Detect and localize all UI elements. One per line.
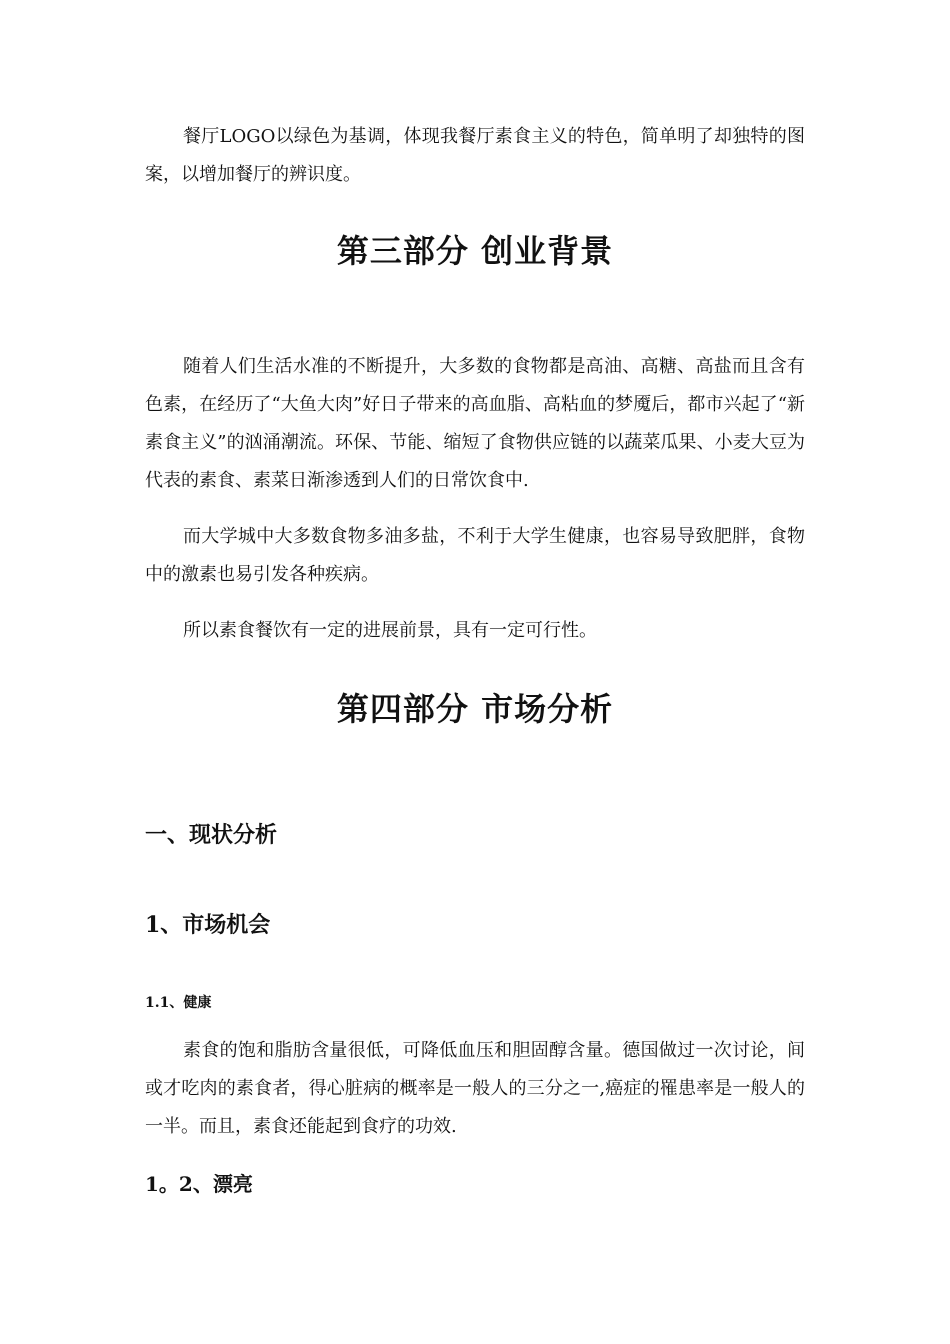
heading-part-three: 第三部分 创业背景 [336,232,614,270]
heading-beauty: 1。2、漂亮 [145,1172,253,1196]
paragraph-background-2: 而大学城中大多数食物多油多盐，不利于大学生健康，也容易导致肥胖，食物中的激素也易引发各种疾病。 [145,526,805,585]
heading-market-opportunity: 1、市场机会 [145,912,271,938]
paragraph-logo-description: 餐厅LOGO以绿色为基调，体现我餐厅素食主义的特色，简单明了却独特的图案，以增加餐厅的辨识度。 [145,126,805,185]
heading-current-analysis: 一、现状分析 [145,822,278,848]
paragraph-health: 素食的饱和脂肪含量很低，可降低血压和胆固醇含量。德国做过一次讨论，间或才吃肉的素食者，得心脏病的概率是一般人的三分之一,癌症的罹患率是一般人的一半。而且，素食还能起到食疗的功效. [145,1040,805,1137]
paragraph-background-1: 随着人们生活水准的不断提升，大多数的食物都是高油、高糖、高盐而且含有色素，在经历了“大鱼大肉”好日子带来的高血脂、高粘血的梦魇后，都市兴起了“新素食主义”的汹涌潮流。环保、节能、缩短了食物供应链的以蔬菜瓜果、小麦大豆为代表的素食、素菜日渐渗透到人们的日常饮食中. [145,356,805,491]
paragraph-background-3: 所以素食餐饮有一定的进展前景，具有一定可行性。 [183,620,597,641]
heading-part-four: 第四部分 市场分析 [336,690,614,728]
heading-health: 1.1、健康 [145,995,212,1011]
